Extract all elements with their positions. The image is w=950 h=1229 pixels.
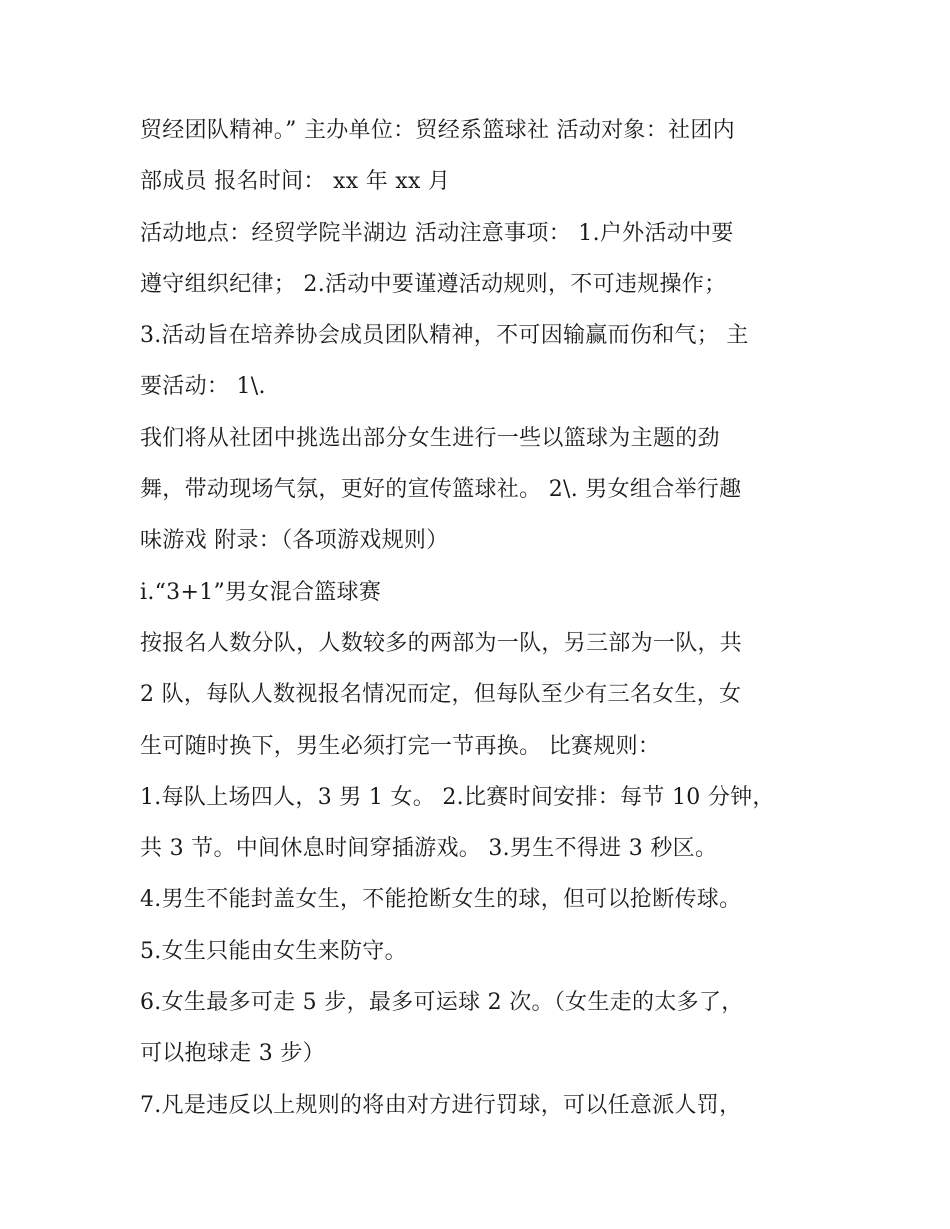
rule-item: 共 3 节。中间休息时间穿插游戏。 3.男生不得进 3 秒区。 [140,836,718,862]
rule-item: 6.女生最多可走 5 步，最多可运球 2 次。（女生走的太多了， [140,990,744,1016]
text-line: 2 队，每队人数视报名情况而定，但每队至少有三名女生，女 [140,682,742,708]
text-line: 3.活动旨在培养协会成员团队精神，不可因输赢而伤和气； 主 [140,323,749,349]
rule-item: 5.女生只能由女生来防守。 [140,938,407,964]
text-line: 活动地点：经贸学院半湖边 活动注意事项： 1.户外活动中要 [140,220,734,246]
rule-item: 4.男生不能封盖女生，不能抢断女生的球，但可以抢断传球。 [140,887,742,913]
document-body [140,105,820,1131]
text-line: 味游戏 附录：（各项游戏规则） [140,528,449,554]
text-line: 我们将从社团中挑选出部分女生进行一些以篮球为主题的劲 [140,425,720,451]
rule-item: 1.每队上场四人，3 男 1 女。 2.比赛时间安排：每节 10 分钟， [140,784,775,810]
text-line: 贸经团队精神。” 主办单位：贸经系篮球社 活动对象：社团内 [140,118,735,143]
text-line: 遵守组织纪律； 2.活动中要谨遵活动规则，不可违规操作； [140,271,727,297]
section-heading: i.“3+1”男女混合篮球赛 [140,579,382,605]
text-line: 部成员 报名时间： xx 年 xx 月 [140,169,451,195]
rule-item: 7.凡是违反以上规则的将由对方进行罚球，可以任意派人罚， [140,1092,742,1118]
text-line: 生可随时换下，男生必须打完一节再换。 比赛规则： [140,733,661,759]
text-line: 舞，带动现场气氛，更好的宣传篮球社。 2\. 男女组合举行趣 [140,477,742,503]
rule-item: 可以抱球走 3 步） [140,1041,325,1067]
text-line: 要活动： 1\. [140,374,266,400]
text-line: 按报名人数分队，人数较多的两部为一队，另三部为一队，共 [140,630,743,656]
